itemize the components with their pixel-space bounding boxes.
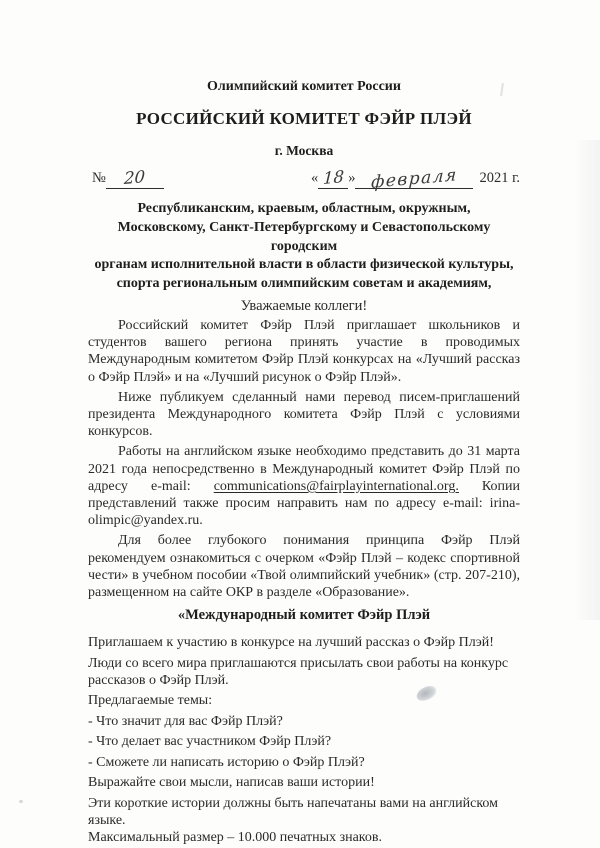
topics-label: Предлагаемые темы: [88,693,213,709]
topic-item-3: - Сможете ли написать историю о Фэйр Плэй? [88,754,365,770]
topic-item-1: - Что значит для вас Фэйр Плэй? [88,713,283,729]
city-line: г. Москва [274,143,334,158]
paragraph-translation: Ниже публикуем сделанный нами перевод писем-приглашений президента Международного комитета Фэйр Плэй с условиями конкурсов. [88,389,520,440]
salutation: Уважаемые коллеги! [240,297,368,314]
org-title: РОССИЙСКИЙ КОМИТЕТ ФЭЙР ПЛЭЙ [136,109,472,128]
date-year: 2021 г. [479,170,520,186]
date-open-quote: « [310,170,319,186]
date-day-handwritten: 18 [322,167,345,188]
section-title: «Международный комитет Фэйр Плэй [177,607,431,624]
addressee-line: Московскому, Санкт-Петербургскому и Севастопольскому городским [117,219,491,254]
story-world-line: Люди со всего мира приглашаются присылать свои работы на конкурс рассказов о Фэйр Плэй. [88,655,509,688]
addressee-line: органам исполнительной власти в области физической культуры, [94,257,514,273]
story-invite-line: Приглашаем к участию в конкурсе на лучший рассказ о Фэйр Плэй! [88,635,494,651]
doc-number-group [88,168,164,189]
addressee-line: Республиканским, краевым, областным, окружным, [137,201,471,216]
deadline-text-after: Копии представлений также просим направить нам по адресу e-mail: irina-olimpic@yandex.ru. [88,478,521,529]
addressees-block [88,200,520,294]
topic-item-2: - Что делает вас участником Фэйр Плэй? [88,734,332,750]
deadline-text-before: Работы на английском языке необходимо представить до 31 марта 2021 года непосредственно в Международный комитет Фэйр Плэй по адресу e-mail: [88,444,520,494]
paragraph-deadline [88,443,520,529]
doc-number-blank [106,168,164,189]
format-requirements-line: Эти короткие истории должны быть напечатаны вами на английском языке. Максимальный размер – 10.000 печатных знаков. [88,795,499,845]
doc-number-handwritten: 20 [123,167,146,188]
addressee-line: спорта региональным олимпийским советам и академиям, [116,276,492,292]
email-link[interactable]: communications@fairplayinternational.org. [213,478,459,494]
date-month-handwritten: февраля [370,165,459,193]
number-sign: № [92,170,106,186]
paragraph-invitation: Российский комитет Фэйр Плэй приглашает школьников и студентов вашего региона принять участие в проводимых Международным комитетом Фэйр Плэй конкурсах на «Лучший рассказ о Фэйр Плэй» и на «Лучший рисунок о Фэйр Плэй». [88,317,520,385]
date-month-blank [355,165,473,193]
paragraph-reference-book: Для более глубокого понимания принципа Фэйр Плэй рекомендуем ознакомиться с очерком «Фэйр Плэй – кодекс спортивной чести» в учебном пособии «Твой олимпийский учебник» (стр. 207-210), размещенном на сайте ОКР в разделе «Образование». [88,533,520,601]
parent-org-title: Олимпийский комитет России [207,79,401,94]
date-close-quote: » [348,170,356,186]
doc-date-group [310,165,520,193]
reference-line [88,165,520,193]
date-day-blank [318,168,348,189]
express-line: Выражайте свои мысли, написав ваши истории! [88,775,375,791]
